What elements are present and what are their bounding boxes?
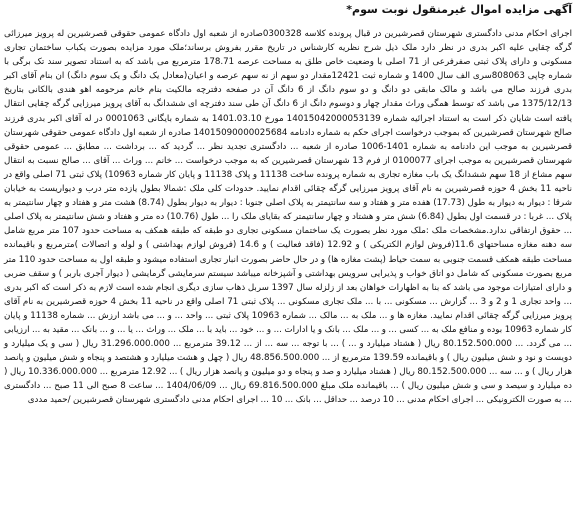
notice-body: اجرای احکام مدنی دادگستری شهرستان قصرشیرین در قبال پرونده کلاسه 0300328صادره از شعبه اول دادگاه عمومی حقوقی قصرشیرین له پرویز میرزائی گرگه چقایی علیه اکبر بدری در نظر دارد ملک ذیل شرح نظریه کارشناس در تاریخ مقرر بفروش برساند؛ملک مورد مزایده بصورت یکباب ساختمان تجاری مسکونی و دارای پلاک ثبتی صفرفرعی از 71 اصلی با وضعیت خاص طلق به مساحت عرصه 178.71 مترمربع می باشد که به استناد تصویر سند تک برگی با شماره چاپی 808063سری الف سال 1400 و شماره ثبت 12421مقدار دو سهم از نه سهم عرصه و اعیان(معادل یک دانگ و یک سوم دانگ) ان بنام آقای اکبر بدری فرزند صالح می باشد و مالک مابقی دو دانگ و دو سوم دانگ از 6 دانگ آن در صفحه دفترچه مالکیت بنام خانم مرحومه اهو هندی بالکانی بتاریخ 1375/12/13 می باشد که توسط همگی وراث مقدار چهار و دوسوم دانگ از 6 دانگ آن طی سند دفترچه ای ششدانگ به آقای پرویز میرزایی گرگه چقایی انتقال یافته است شایان ذکر است به استناد اجرائیه شماره 14015042000053139 مورخ 1401.03.10 به شماره بایگانی 0001063 در له آقای اکبر بدری فرزند صالح شهرستان قصرشیرین که بموجب درخواست اجرای حکم به شماره دادنامه 14015090000025684 صادره از شعبه اول دادگاه عمومی حقوقی شهرستان قصرشیرین به موجب این دادنامه به شماره 1401-1006 صادره از شعبه ... دادگستری تجدید نظر ... گردید که ... برداشت ... مطابق ... عمومی حقوقی شهرستان قصرشیرین به موجب اجرای 0100077 از فرم 13 شهرستان قصرشیرین که به موجب درخواست ... خانم ... وراث ... آقای ... صالح نسبت به انتقال سهم مشاع از 18 سهم ششدانگ یک باب مغازه تجاری به شماره پرونده ساخت 11138 و پلاک 11138 و پایان کار شماره 10963) پلاک ثبتی 71 اصلی واقع در ناحیه 11 بخش 4 حوزه قصرشیرین به نام آقای پرویز میرزایی گرگه چقائی اقدام نمایید. حدودات کلی ملک :شمالا بطول یازده متر درب و دیواریست به خیابان شرقا : دیوار به دیوار به طول (17.73) هفده متر و هفتاد و سه سانتیمتر به پلاک اصلی جنوبا : دیوار به دیوار بطول (8.74) هشت متر و هفتاد و چهار سانتیمتر به پلاک ... غربا : در قسمت اول بطول (6.84) شش متر و هشتاد و چهار سانتیمتر که بقایای ملک را ... طول (10.76) ده متر و هفتاد و شش سانتیمتر به پلاک اصلی ... حقوق ارتفاقی ندارد.مشخصات ملک :ملک مورد نظر بصورت یک ساختمان مسکونی تجاری دو طبقه که طبقه همکف به مساحت حدود 107 متر مربع شامل سه دهنه مغازه مساحتهای 11.6(فروش لوازم الکتریکی ) و 12.92 (فاقد فعالیت ) و 14.6 (فروش لوازم بهداشتی ) و لوله و اتصالات )مترمربع و باقیمانده مساحت طبقه همکف قسمت جنوبی به سمت حیاط (پشت مغازه ها) و در حال حاضر بصورت انبار تجاری استفاده میشود و طبقه اول به مساحت حدود 110 متر مربع بصورت مسکونی که شامل دو اتاق خواب و پذیرایی سرویس بهداشتی و آشپزخانه میباشد سیستم سرمایشی گرمایشی ( دیوار آجری باربر ) و سقف ضربی و دارای امتیازات موجود می باشد که بنا به اظهارات خواهان بعد از زلزله سال 1397 سربل ذهاب سازی دیگری انجام شده است لازم به ذکر است که اکبر بدری ... واحد تجاری 1 و 2 و 3 ... گزارش ... مسکونی ... با ... ملک تجاری مسکونی ... پلاک ثبتی 71 اصلی واقع در ناحیه 11 بخش 4 حوزه قصرشیرین به نام آقای پرویز میرزایی گرگه چقائی اقدام نمایید. مغازه ها و ... ملک به ... مالک ... شماره 10963 پلاک ثبتی ... واحد ... و ... می باشد ارزش ... شماره 11138 و پایان کار شماره 10963 بوده و منافع ملک به ... کسی ... و ... ملک ... بانک و یا ادارات ... و ... خود ... باید با ... ملک ... وراث ... یا ... و ... بانک ... مقید به ... ارزیابی ... می گردد. ... 80.152.500.000 ریال ( هشتاد میلیارد و ... ) ... با توجه ... سه ... از ... 39.12 مترمربع ... 31.296.000.000 ریال ( سی و یک میلیارد و دویست و نود و شش میلیون ریال ) و باقیمانده 139.59 مترمربع از ... 48.856.500.000 ریال ( چهل و هشت میلیارد و هشتصد و پنجاه و شش میلیون و پانصد هزار ریال ) و ... سه ... 80.152.500.000 ریال ( هشتاد میلیارد و صد و پنجاه و دو میلیون و پانصد هزار ریال ) ... 12.92 مترمربع ... 10.336.000.000 ریال ( ده میلیارد و سیصد و سی و شش میلیون ریال ) ... باقیمانده ملک مبلغ 69.816.500.000 ریال ... 1404/06/09 ... ساعت 8 صبح الی 11 صبح ... دادگستری ... به صورت الکترونیکی ... اجرای احکام مدنی ... 10 درصد ... حداقل ... بانک ... 10 ... اجرای احکام مدنی دادگستری شهرستان قصرشیرین /حمید مددی: [4, 29, 573, 406]
notice-title: آگهی مزایده اموال غیرمنقول نوبت سوم*: [346, 3, 572, 16]
